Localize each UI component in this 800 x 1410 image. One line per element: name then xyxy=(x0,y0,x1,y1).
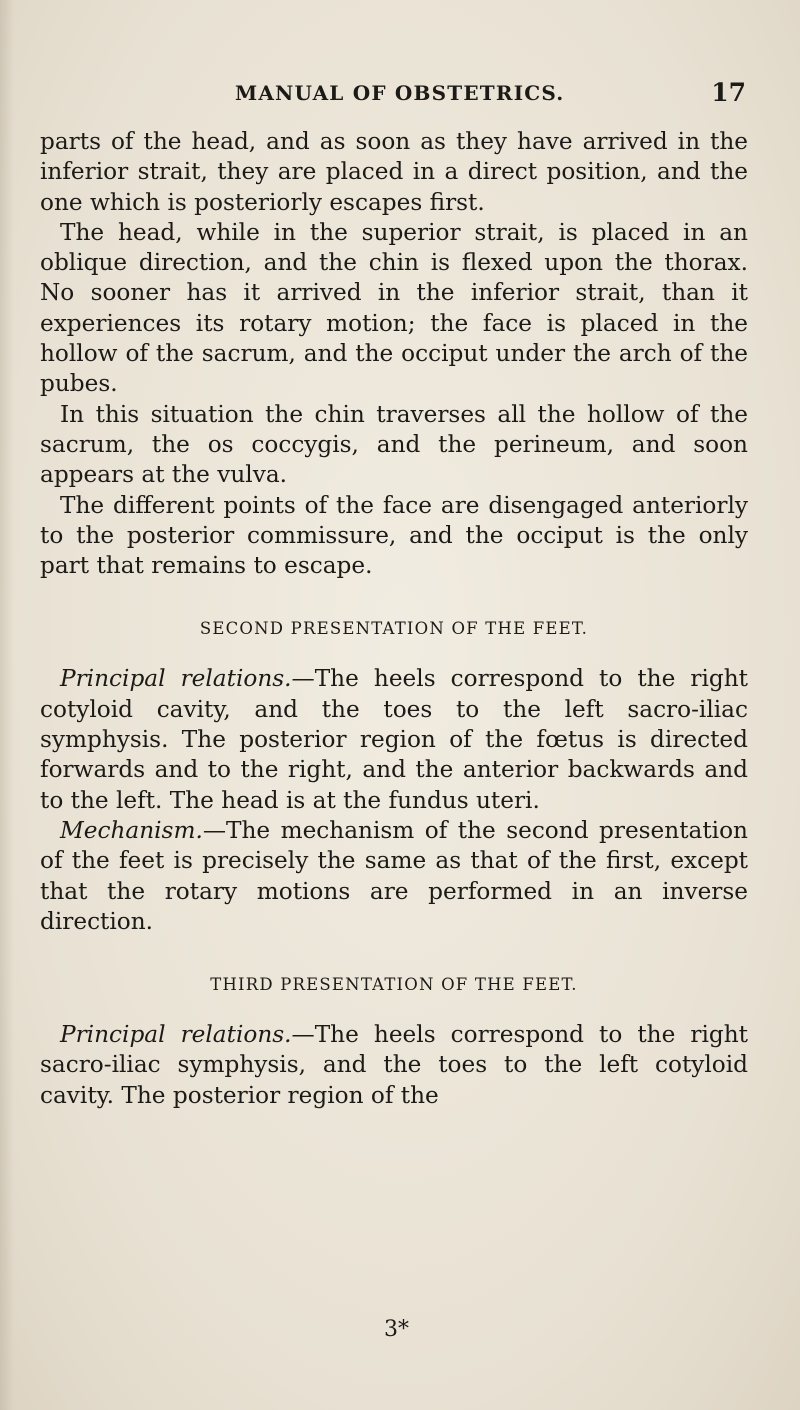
paragraph-1: parts of the head, and as soon as they have arrived in the inferior strait, they are placed in a direct position, and the one which is posteriorly escapes first. xyxy=(40,128,748,216)
third-relations-text: —The heels correspond to the right sacro-iliac symphysis, and the toes to the left cotyloid cavity. The posterior region of the xyxy=(40,1021,748,1109)
third-relations-paragraph xyxy=(40,1020,748,1111)
paragraph-3: In this situation the chin traverses all the hollow of the sacrum, the os coccygis, and the perineum, and soon appears at the vulva. xyxy=(40,400,748,489)
page-number: 17 xyxy=(711,78,746,107)
second-mechanism-paragraph xyxy=(40,816,748,937)
second-relations-text: —The heels correspond to the right cotyloid cavity, and the toes to the left sacro-iliac symphysis. The posterior region of the fœtus is directed forwards and to the right, and the anterior backwards and to the left. The head is at the fundus uteri. xyxy=(40,665,748,814)
body-text xyxy=(40,127,748,1111)
third-relations-lead: Principal relations. xyxy=(60,1021,292,1049)
paragraph-2: The head, while in the superior strait, is placed in an oblique direction, and the chin is flexed upon the thorax. No sooner has it arrived in the inferior strait, than it experiences its rotary motion; the face is placed in the hollow of the sacrum, and the occiput under the arch of the pubes. xyxy=(40,218,748,398)
signature-mark: 3* xyxy=(384,1317,409,1342)
second-relations-paragraph xyxy=(40,664,748,815)
second-mechanism-text: —The mechanism of the second presentation of the feet is precisely the same as that of the first, except that the rotary motions are performed in an inverse direction. xyxy=(40,816,748,935)
running-head xyxy=(40,78,748,108)
second-relations-lead: Principal relations. xyxy=(60,665,292,693)
page-edge-shadow xyxy=(0,0,14,1410)
section-heading-third-presentation: THIRD PRESENTATION OF THE FEET. xyxy=(210,975,578,995)
section-heading-second-presentation: SECOND PRESENTATION OF THE FEET. xyxy=(199,619,589,639)
paragraph-4: The different points of the face are disengaged anteriorly to the posterior commissure, and the occiput is the only part that remains to escape. xyxy=(40,491,748,580)
second-mechanism-lead: Mechanism. xyxy=(60,816,203,844)
running-title: MANUAL OF OBSTETRICS. xyxy=(235,81,565,105)
